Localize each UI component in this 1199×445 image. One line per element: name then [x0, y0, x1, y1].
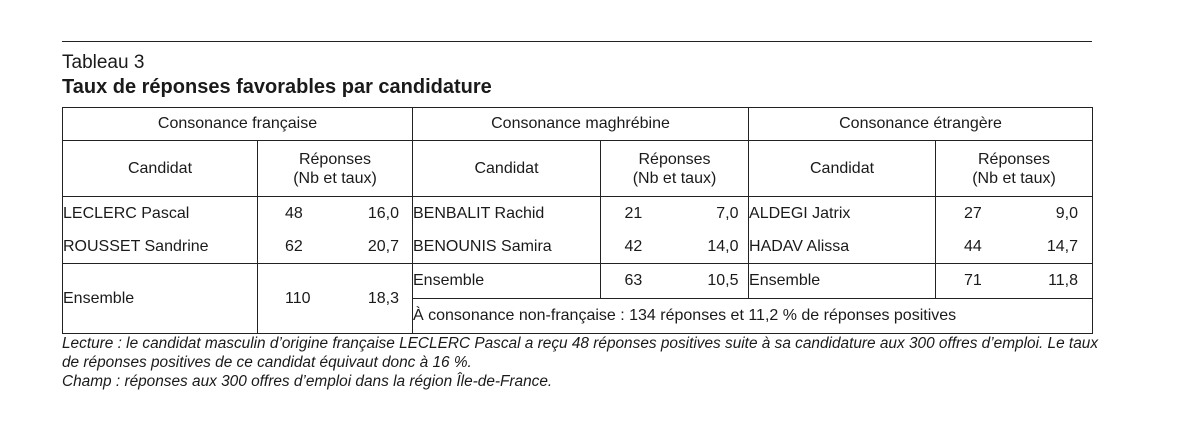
- response-count: 71: [964, 272, 982, 289]
- response-rate: 10,5: [707, 272, 739, 289]
- value-pair: [258, 230, 412, 263]
- column-header-responses-line1: Réponses: [298, 150, 372, 168]
- table-notes: [62, 334, 1102, 391]
- column-header-responses-line1: Réponses: [638, 150, 711, 168]
- candidate-names-maghrebin: [413, 197, 601, 264]
- column-header-responses-line2: (Nb et taux): [293, 169, 377, 187]
- response-count: 63: [624, 272, 643, 289]
- candidate-values-foreign: [936, 197, 1093, 264]
- response-rate: 9,0: [1055, 205, 1079, 222]
- response-rate: 20,7: [367, 238, 399, 255]
- value-pair: [258, 290, 412, 308]
- group-header-french: Consonance française: [63, 108, 413, 141]
- top-rule: [62, 41, 1092, 42]
- total-row: [63, 264, 1093, 299]
- column-header-responses-line2: (Nb et taux): [972, 169, 1056, 187]
- column-header-responses-line2: (Nb et taux): [632, 169, 717, 187]
- candidate-name: BENBALIT Rachid: [413, 205, 545, 222]
- group-header-row: [63, 108, 1093, 141]
- total-values-maghrebin: [601, 264, 749, 299]
- column-header-candidate: Candidat: [63, 141, 258, 197]
- response-rate: 16,0: [367, 205, 399, 222]
- total-label-french: Ensemble: [63, 264, 258, 334]
- table-title: Taux de réponses favorables par candidature: [62, 76, 492, 98]
- column-header-row: [63, 141, 1093, 197]
- column-header-responses: [601, 141, 749, 197]
- column-header-candidate: Candidat: [749, 141, 936, 197]
- results-table: [62, 107, 1093, 334]
- response-rate: 14,7: [1046, 238, 1079, 255]
- value-pair: [258, 197, 412, 230]
- note-lecture: Lecture : le candidat masculin d’origine française LECLERC Pascal a reçu 48 réponses positives suite à sa candidature aux 300 offres d’emploi. Le taux de réponses positives de ce candidat équivaut donc à 16 %.: [62, 335, 1099, 371]
- value-pair: [601, 230, 748, 263]
- value-pair: [936, 197, 1092, 230]
- candidate-name: BENOUNIS Samira: [413, 238, 552, 255]
- candidate-names-french: [63, 197, 258, 264]
- response-rate: 18,3: [367, 289, 399, 307]
- total-label-maghrebin: Ensemble: [413, 264, 601, 299]
- candidate-name: HADAV Alissa: [749, 238, 850, 255]
- candidate-values-french: [258, 197, 413, 264]
- response-count: 62: [285, 238, 303, 255]
- value-pair: [601, 272, 748, 290]
- candidate-name: LECLERC Pascal: [63, 205, 190, 222]
- group-header-maghrebin: Consonance maghrébine: [413, 108, 749, 141]
- value-pair: [936, 272, 1092, 290]
- total-values-french: [258, 264, 413, 334]
- response-rate: 14,0: [707, 238, 739, 255]
- column-header-responses: [258, 141, 413, 197]
- group-header-foreign: Consonance étrangère: [749, 108, 1093, 141]
- column-header-candidate: Candidat: [413, 141, 601, 197]
- response-count: 44: [964, 238, 982, 255]
- value-pair: [936, 230, 1092, 263]
- response-count: 48: [285, 205, 303, 222]
- candidate-values-maghrebin: [601, 197, 749, 264]
- candidates-row: [63, 197, 1093, 264]
- response-rate: 11,8: [1048, 272, 1079, 289]
- response-count: 21: [624, 205, 643, 222]
- candidate-names-foreign: [749, 197, 936, 264]
- response-count: 110: [285, 289, 311, 307]
- column-header-responses: [936, 141, 1093, 197]
- table-number: Tableau 3: [62, 52, 145, 73]
- candidate-name: ALDEGI Jatrix: [749, 205, 851, 222]
- non-french-summary: À consonance non-française : 134 réponses et 11,2 % de réponses positives: [413, 299, 1093, 334]
- candidate-name: ROUSSET Sandrine: [63, 238, 209, 255]
- note-champ: Champ : réponses aux 300 offres d’emploi dans la région Île-de-France.: [62, 373, 553, 390]
- total-label-foreign: Ensemble: [749, 264, 936, 299]
- total-values-foreign: [936, 264, 1093, 299]
- response-count: 42: [624, 238, 643, 255]
- response-rate: 7,0: [716, 205, 739, 222]
- column-header-responses-line1: Réponses: [977, 150, 1051, 168]
- value-pair: [601, 197, 748, 230]
- response-count: 27: [964, 205, 982, 222]
